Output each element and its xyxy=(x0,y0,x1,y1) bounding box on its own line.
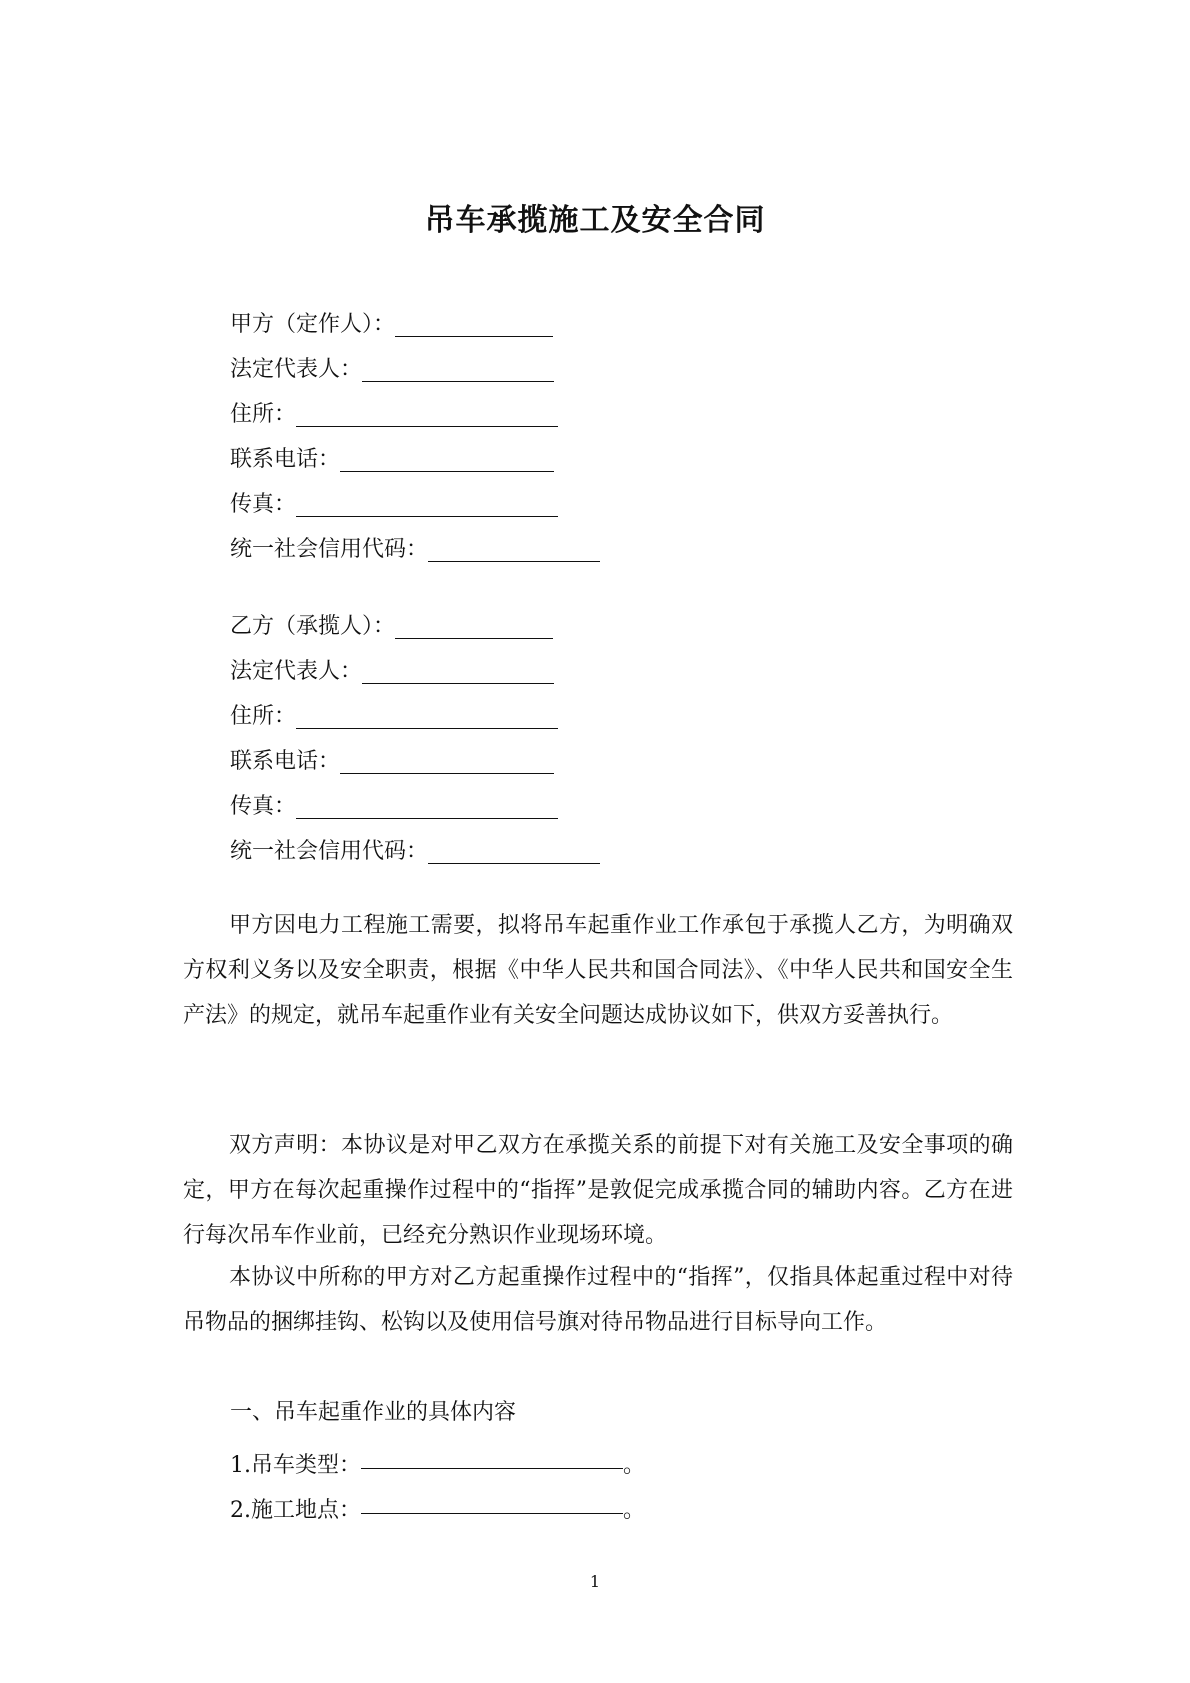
intro-paragraph: 甲方因电力工程施工需要，拟将吊车起重作业工作承包于承揽人乙方，为明确双方权利义务以及安全职责，根据《中华人民共和国合同法》、《中华人民共和国安全生产法》的规定，就吊车起重作业有关安全问题达成协议如下，供双方妥善执行。 xyxy=(183,913,1013,1028)
item-suffix: 。 xyxy=(623,1498,646,1523)
item-label: 1.吊车类型： xyxy=(230,1453,361,1478)
field-label: 住所： xyxy=(230,704,297,729)
party-a-address-row xyxy=(230,392,600,437)
command-definition-paragraph: 本协议中所称的甲方对乙方起重操作过程中的“指挥”，仅指具体起重过程中对待吊物品的捆绑挂钩、松钩以及使用信号旗对待吊物品进行目标导向工作。 xyxy=(183,1265,1013,1335)
crane-type-row xyxy=(230,1440,645,1479)
party-b-name-row xyxy=(230,604,600,649)
party-b-block xyxy=(230,604,600,874)
fill-in-blank[interactable] xyxy=(361,1485,623,1514)
fill-in-blank[interactable] xyxy=(361,1440,623,1469)
field-label: 法定代表人： xyxy=(230,659,363,684)
fill-in-blank[interactable] xyxy=(340,745,554,774)
fill-in-blank[interactable] xyxy=(296,700,558,729)
fill-in-blank[interactable] xyxy=(296,488,558,517)
field-label: 法定代表人： xyxy=(230,357,363,382)
party-b-representative-row xyxy=(230,649,600,694)
document-title: 吊车承揽施工及安全合同 xyxy=(424,203,766,238)
fill-in-blank[interactable] xyxy=(362,655,554,684)
field-label: 传真： xyxy=(230,492,297,517)
party-a-block xyxy=(230,302,600,572)
fill-in-blank[interactable] xyxy=(428,835,600,864)
party-b-fax-row xyxy=(230,784,600,829)
field-label: 联系电话： xyxy=(230,749,341,774)
fill-in-blank[interactable] xyxy=(296,398,558,427)
fill-in-blank[interactable] xyxy=(340,443,554,472)
party-b-address-row xyxy=(230,694,600,739)
section-heading: 一、吊车起重作业的具体内容 xyxy=(230,1400,517,1425)
declaration-paragraph: 双方声明：本协议是对甲乙双方在承揽关系的前提下对有关施工及安全事项的确定，甲方在每次起重操作过程中的“指挥”是敦促完成承揽合同的辅助内容。乙方在进行每次吊车作业前，已经充分熟识作业现场环境。 xyxy=(183,1133,1013,1248)
item-suffix: 。 xyxy=(623,1453,646,1478)
party-a-name-row xyxy=(230,302,600,347)
page-number: 1 xyxy=(589,1572,601,1591)
field-label: 统一社会信用代码： xyxy=(230,839,429,864)
field-label: 联系电话： xyxy=(230,447,341,472)
field-label: 传真： xyxy=(230,794,297,819)
fill-in-blank[interactable] xyxy=(395,308,553,337)
field-label: 统一社会信用代码： xyxy=(230,537,429,562)
party-a-credit-code-row xyxy=(230,527,600,572)
party-a-fax-row xyxy=(230,482,600,527)
field-label: 乙方（承揽人）： xyxy=(230,614,396,639)
field-label: 住所： xyxy=(230,402,297,427)
fill-in-blank[interactable] xyxy=(428,533,600,562)
party-b-phone-row xyxy=(230,739,600,784)
party-a-phone-row xyxy=(230,437,600,482)
fill-in-blank[interactable] xyxy=(296,790,558,819)
item-label: 2.施工地点： xyxy=(230,1498,361,1523)
fill-in-blank[interactable] xyxy=(395,610,553,639)
party-a-representative-row xyxy=(230,347,600,392)
party-b-credit-code-row xyxy=(230,829,600,874)
fill-in-blank[interactable] xyxy=(362,353,554,382)
site-location-row xyxy=(230,1485,645,1524)
field-label: 甲方（定作人）： xyxy=(230,312,396,337)
